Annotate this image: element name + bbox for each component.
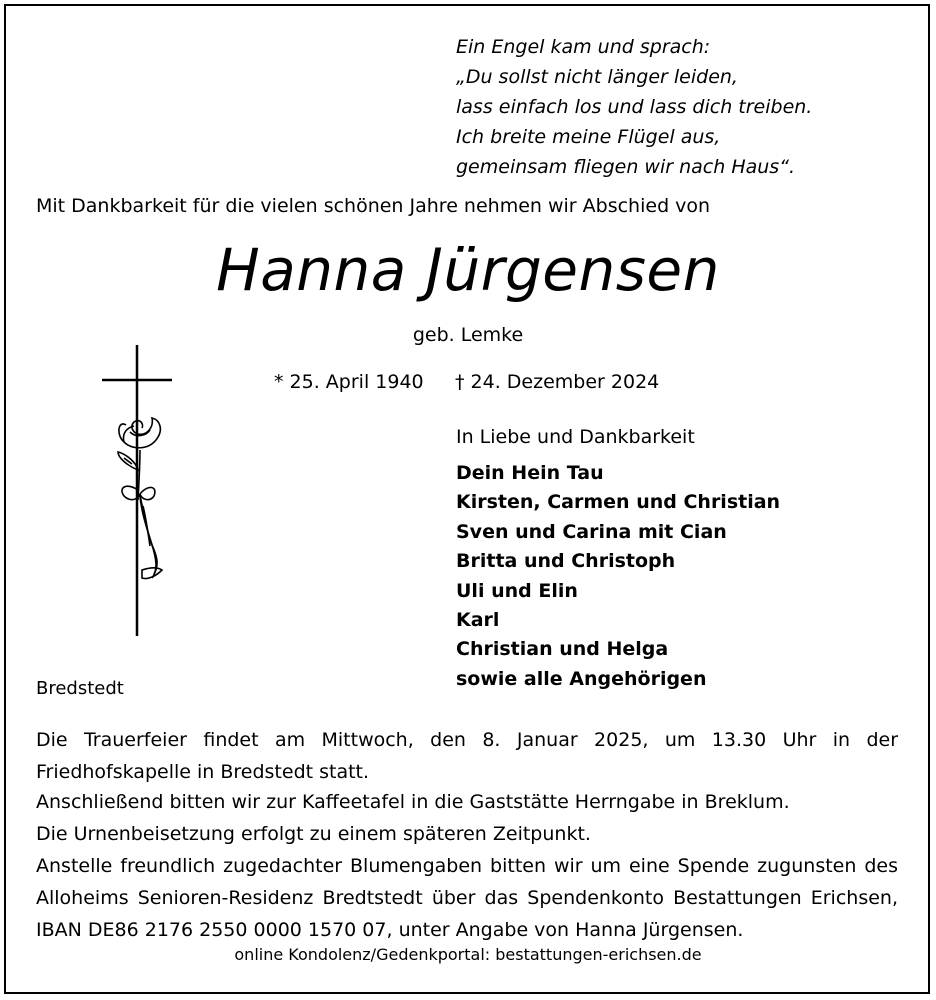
urn-info: Die Urnenbeisetzung erfolgt zu einem späteren Zeitpunkt. — [36, 823, 591, 845]
deceased-name: Hanna Jürgensen — [216, 236, 720, 304]
cross-with-rose-icon — [96, 340, 186, 640]
mourners-list — [456, 459, 780, 694]
love-line: In Liebe und Dankbarkeit — [456, 426, 695, 448]
mourner: sowie alle Angehörigen — [456, 667, 707, 690]
birth-date: * 25. April 1940 — [274, 371, 424, 393]
place: Bredstedt — [36, 678, 124, 699]
service-info: Die Trauerfeier findet am Mittwoch, den 8. Januar 2025, um 13.30 Uhr in der Friedhofskapelle in Bredstedt statt. — [36, 729, 898, 783]
maiden-name: geb. Lemke — [412, 324, 524, 346]
death-date: † 24. Dezember 2024 — [455, 371, 660, 393]
poem — [456, 32, 812, 182]
poem-line: „Du sollst nicht länger leiden, — [456, 66, 738, 88]
intro-text: Mit Dankbarkeit für die vielen schönen Jahre nehmen wir Abschied von — [36, 195, 711, 217]
poem-line: gemeinsam fliegen wir nach Haus“. — [456, 156, 796, 178]
poem-line: Ein Engel kam und sprach: — [456, 36, 711, 58]
poem-line: Ich breite meine Flügel aus, — [456, 126, 721, 148]
coffee-info: Anschließend bitten wir zur Kaffeetafel in die Gaststätte Herrngabe in Breklum. — [36, 791, 790, 813]
condolence-portal: online Kondolenz/Gedenkportal: bestattungen-erichsen.de — [234, 945, 702, 964]
mourner: Britta und Christoph — [456, 550, 676, 573]
poem-line: lass einfach los und lass dich treiben. — [456, 96, 813, 118]
mourner: Karl — [456, 609, 500, 632]
mourner: Dein Hein Tau — [456, 462, 604, 484]
mourner: Christian und Helga — [456, 638, 669, 661]
mourner: Kirsten, Carmen und Christian — [456, 491, 781, 514]
mourner: Sven und Carina mit Cian — [456, 520, 727, 543]
donation-info: Anstelle freundlich zugedachter Blumengaben bitten wir um eine Spende zugunsten des Alloheims Senioren-Residenz Bredtstedt über das Spendenkonto Bestattungen Erichsen, IBAN DE86 2176 2550 0000 1570 07, unter Angabe von Hanna Jürgensen. — [36, 855, 898, 941]
mourner: Uli und Elin — [456, 579, 578, 602]
